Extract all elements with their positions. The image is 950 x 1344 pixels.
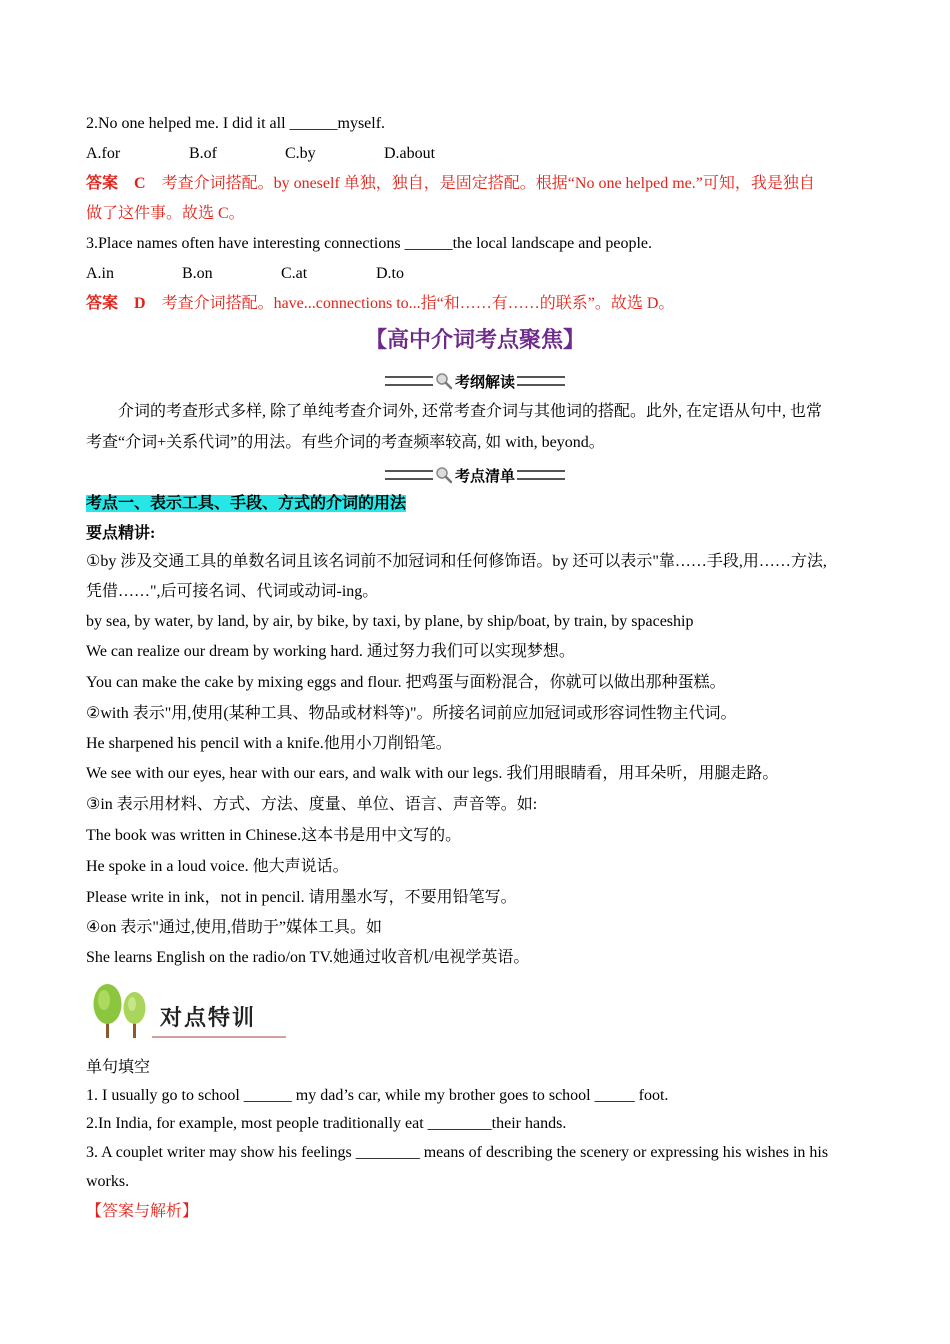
content-line: Please write in ink，not in pencil. 请用墨水写，不要用铅笔写。 [86,889,517,906]
content-line: We can realize our dream by working hard. 通过努力我们可以实现梦想。 [86,643,575,660]
content-line: 凭借……",后可接名词、代词或动词-ing。 [86,583,379,600]
option-c: C.at [281,265,308,282]
answer-explanation: 考查介词搭配。by oneself 单独，独自，是固定搭配。根据“No one helped me.”可知，我是独自 [161,175,815,192]
magnifier-icon [435,466,453,484]
option-d: D.about [384,145,436,162]
magnifier-icon [435,372,453,390]
question-3-answer [86,294,866,314]
banner-underline [152,1036,286,1038]
section-title: 【高中介词考点聚焦】 [364,328,585,353]
exercise-question-3-cont: works. [86,1173,130,1190]
question-2-explanation-cont: 做了这件事。故选 C。 [86,205,245,222]
point-1-highlight: 考点一、表示工具、手段、方式的介词的用法 [86,495,407,512]
outline-heading-label: 考纲解读 [454,374,515,391]
question-2-text: 2.No one helped me. I did it all ______myself. [86,115,386,132]
question-2-answer [86,174,866,194]
answer-letter: C [134,175,146,192]
exercise-question-3: 3. A couplet writer may show his feelings ________ means of describing the scenery or expressing his wishes in his [86,1144,829,1161]
option-d: D.to [376,265,404,282]
decorative-rule [385,376,433,386]
content-line: You can make the cake by mixing eggs and flour. 把鸡蛋与面粉混合，你就可以做出那种蛋糕。 [86,674,726,691]
decorative-rule [385,470,433,480]
content-line: ①by 涉及交通工具的单数名词且该名词前不加冠词和任何修饰语。by 还可以表示"靠……手段,用……方法, [86,553,827,570]
option-b: B.on [182,265,213,282]
question-3-text: 3.Place names often have interesting connections ______the local landscape and people. [86,235,653,252]
exercise-question-2: 2.In India, for example, most people traditionally eat ________their hands. [86,1115,567,1132]
content-line: ④on 表示"通过,使用,借助于”媒体工具。如 [86,919,382,936]
option-b: B.of [189,145,217,162]
decorative-rule [517,376,565,386]
outline-heading [0,368,950,394]
content-line: She learns English on the radio/on TV.她通过收音机/电视学英语。 [86,949,530,966]
option-c: C.by [285,145,316,162]
point-1-title [86,494,866,514]
answer-label: 答案 [86,175,119,192]
answer-analysis-heading: 【答案与解析】 [86,1203,199,1220]
key-points-label: 要点精讲: [86,525,156,542]
training-banner-label: 对点特训 [160,1006,257,1031]
answer-explanation: 考查介词搭配。have...connections to...指“和……有……的联系”。故选 D。 [161,295,675,312]
decorative-rule [517,470,565,480]
content-line: He sharpened his pencil with a knife.他用小刀削铅笔。 [86,735,452,752]
content-line: by sea, by water, by land, by air, by bike, by taxi, by plane, by ship/boat, by train, by spaceship [86,613,694,630]
content-line: ②with 表示"用,使用(某种工具、物品或材料等)"。所接名词前应加冠词或形容词性物主代词。 [86,705,737,722]
content-line: We see with our eyes, hear with our ears, and walk with our legs. 我们用眼睛看，用耳朵听，用腿走路。 [86,765,779,782]
answer-letter: D [134,295,146,312]
checklist-heading-label: 考点清单 [454,468,515,485]
answer-label: 答案 [86,295,119,312]
exercise-type-label: 单句填空 [86,1059,151,1076]
exercise-question-1: 1. I usually go to school ______ my dad’s car, while my brother goes to school _____ foot. [86,1087,669,1104]
checklist-heading [0,462,950,488]
content-line: The book was written in Chinese.这本书是用中文写的。 [86,827,462,844]
outline-paragraph-line1: 介词的考查形式多样, 除了单纯考查介词外, 还常考查介词与其他词的搭配。此外, 在定语从句中, 也常 [118,403,823,420]
content-line: He spoke in a loud voice. 他大声说话。 [86,858,349,875]
option-a: A.for [86,145,121,162]
outline-paragraph-line2: 考查“介词+关系代词”的用法。有些介词的考查频率较高, 如 with, beyond。 [86,434,605,451]
content-line: ③in 表示用材料、方式、方法、度量、单位、语言、声音等。如: [86,796,538,813]
option-a: A.in [86,265,114,282]
